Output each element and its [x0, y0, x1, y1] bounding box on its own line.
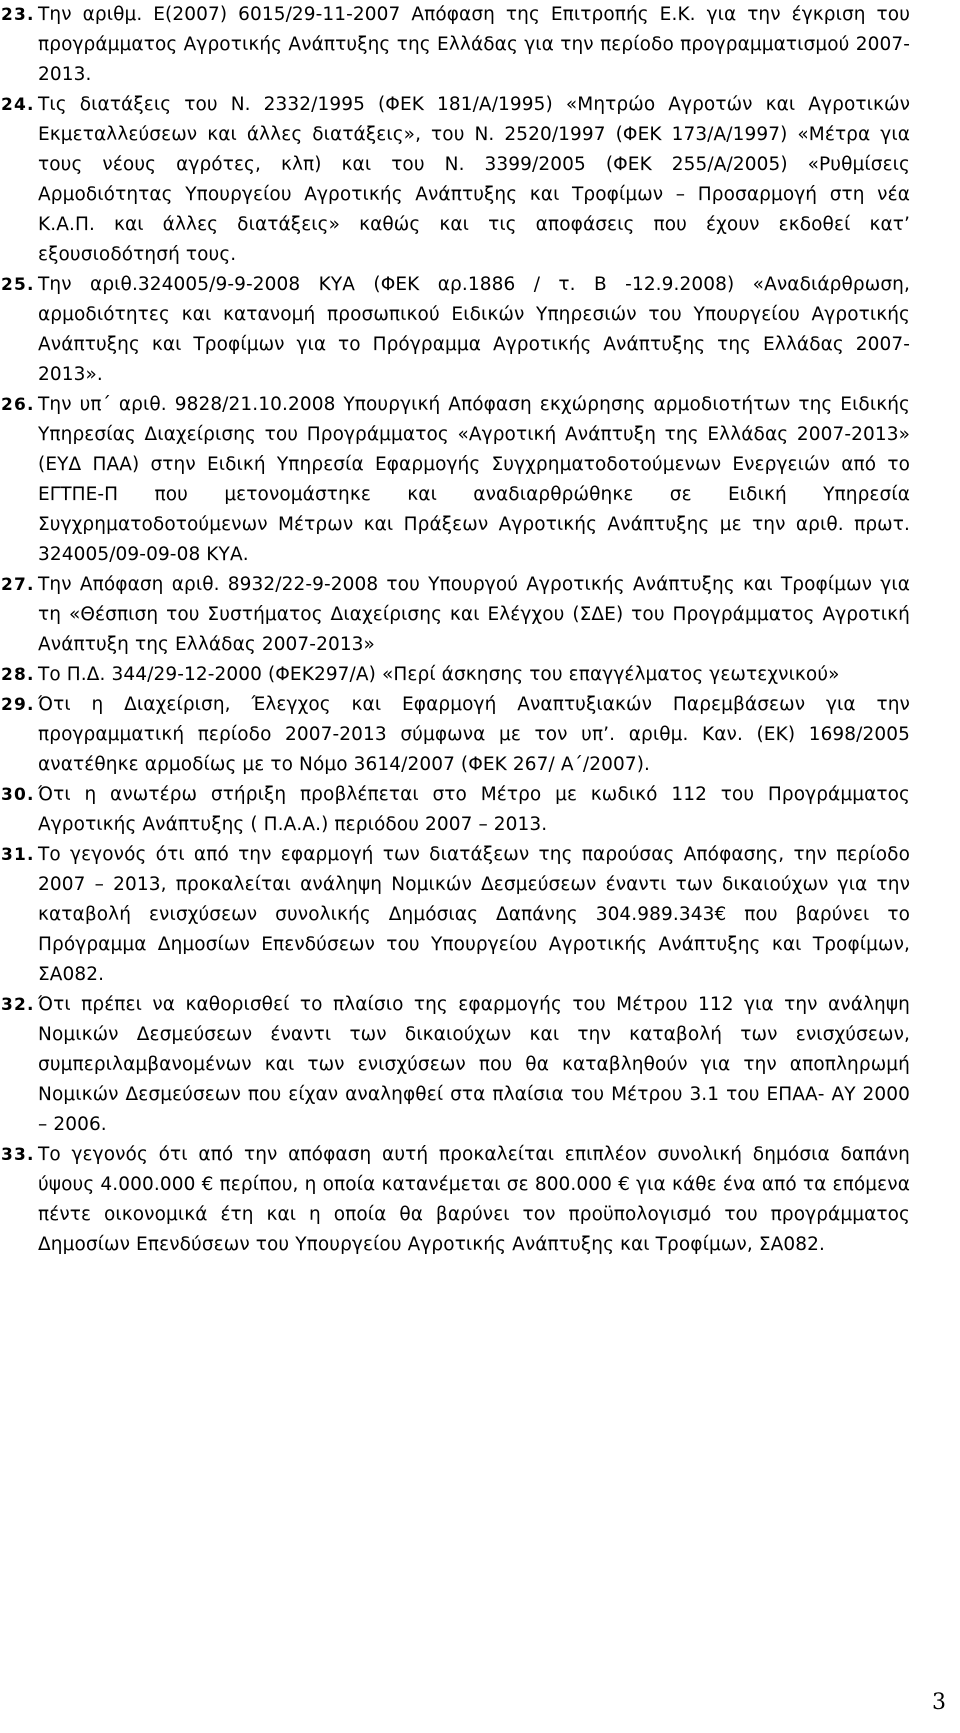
list-item-32: [0, 990, 910, 1140]
item-number: 29.: [1, 695, 35, 715]
item-number: 28.: [1, 665, 35, 685]
item-number: 32.: [1, 995, 35, 1015]
item-text: Ότι πρέπει να καθορισθεί το πλαίσιο της εφαρμογής του Μέτρου 112 για την ανάληψη Νομικών Δεσμεύσεων έναντι των δικαιούχων και την καταβολή των ενισχύσεων, συμπεριλαμβανομένων και των ενισχύσεων που θα καταβληθούν για την αποπληρωμή Νομικών Δεσμεύσεων που είχαν αναληφθεί στα πλαίσια του Μέτρου 3.1 του ΕΠΑΑ- ΑΥ 2000 – 2006.: [38, 994, 910, 1135]
item-number: 25.: [1, 275, 35, 295]
item-text: Το γεγονός ότι από την απόφαση αυτή προκαλείται επιπλέον συνολική δημόσια δαπάνη ύψους 4.000.000 € περίπου, η οποία κατανέμεται σε 800.000 € για κάθε ένα από τα επόμενα πέντε οικονομικά έτη και η οποία θα βαρύνει τον προϋπολογισμό του προγράμματος Δημοσίων Επενδύσεων του Υπουργείου Αγροτικής Ανάπτυξης και Τροφίμων, ΣΑ082.: [38, 1144, 910, 1255]
item-text: Το Π.Δ. 344/29-12-2000 (ΦΕΚ297/Α) «Περί άσκησης του επαγγέλματος γεωτεχνικού»: [38, 664, 840, 685]
list-item-30: [0, 780, 910, 840]
item-text: Την αριθ.324005/9-9-2008 ΚΥΑ (ΦΕΚ αρ.1886 / τ. Β -12.9.2008) «Αναδιάρθρωση, αρμοδιότητες και κατανομή προσωπικού Ειδικών Υπηρεσιών του Υπουργείου Αγροτικής Ανάπτυξης και Τροφίμων για το Πρόγραμμα Αγροτικής Ανάπτυξης της Ελλάδας 2007-2013».: [38, 274, 910, 385]
item-text: Τις διατάξεις του Ν. 2332/1995 (ΦΕΚ 181/Α/1995) «Μητρώο Αγροτών και Αγροτικών Εκμεταλλεύσεων και άλλες διατάξεις», του Ν. 2520/1997 (ΦΕΚ 173/Α/1997) «Μέτρα για τους νέους αγρότες, κλπ) και του Ν. 3399/2005 (ΦΕΚ 255/Α/2005) «Ρυθμίσεις Αρμοδιότητας Υπουργείου Αγροτικής Ανάπτυξης και Τροφίμων – Προσαρμογή στη νέα Κ.Α.Π. και άλλες διατάξεις» καθώς και τις αποφάσεις που έχουν εκδοθεί κατ’ εξουσιοδότησή τους.: [38, 94, 910, 265]
item-text: Το γεγονός ότι από την εφαρμογή των διατάξεων της παρούσας Απόφασης, την περίοδο 2007 – 2013, προκαλείται ανάληψη Νομικών Δεσμεύσεων έναντι των δικαιούχων για την καταβολή ενισχύσεων συνολικής Δημόσιας Δαπάνης 304.989.343€ που βαρύνει το Πρόγραμμα Δημοσίων Επενδύσεων του Υπουργείου Αγροτικής Ανάπτυξης και Τροφίμων, ΣΑ082.: [38, 844, 910, 985]
list-item-26: [0, 390, 910, 570]
item-text: Την υπ΄ αριθ. 9828/21.10.2008 Υπουργική Απόφαση εκχώρησης αρμοδιοτήτων της Ειδικής Υπηρεσίας Διαχείρισης του Προγράμματος «Αγροτική Ανάπτυξη της Ελλάδας 2007-2013» (ΕΥΔ ΠΑΑ) στην Ειδική Υπηρεσία Εφαρμογής Συγχρηματοδοτούμενων Ενεργειών από το ΕΓΤΠΕ-Π που μετονομάστηκε και αναδιαρθρώθηκε σε Ειδική Υπηρεσία Συγχρηματοδοτούμενων Μέτρων και Πράξεων Αγροτικής Ανάπτυξης με την αριθ. πρωτ. 324005/09-09-08 ΚΥΑ.: [38, 394, 910, 565]
item-text: Ότι η ανωτέρω στήριξη προβλέπεται στο Μέτρο με κωδικό 112 του Προγράμματος Αγροτικής Ανάπτυξης ( Π.Α.Α.) περιόδου 2007 – 2013.: [38, 784, 910, 835]
item-number: 27.: [1, 575, 35, 595]
item-number: 31.: [1, 845, 35, 865]
item-number: 24.: [1, 95, 35, 115]
item-number: 23.: [1, 5, 35, 25]
page-number: 3: [932, 1690, 946, 1715]
item-number: 30.: [1, 785, 35, 805]
item-number: 33.: [1, 1145, 35, 1165]
list-item-24: [0, 90, 910, 270]
item-text: Την αριθμ. Ε(2007) 6015/29-11-2007 Απόφαση της Επιτροπής Ε.Κ. για την έγκριση του προγράμματος Αγροτικής Ανάπτυξης της Ελλάδας για την περίοδο προγραμματισμού 2007-2013.: [38, 4, 910, 85]
list-item-33: [0, 1140, 910, 1260]
item-text: Την Απόφαση αριθ. 8932/22-9-2008 του Υπουργού Αγροτικής Ανάπτυξης και Τροφίμων για τη «Θέσπιση του Συστήματος Διαχείρισης και Ελέγχου (ΣΔΕ) του Προγράμματος Αγροτική Ανάπτυξη της Ελλάδας 2007-2013»: [38, 574, 910, 655]
item-text: Ότι η Διαχείριση, Έλεγχος και Εφαρμογή Αναπτυξιακών Παρεμβάσεων για την προγραμματική περίοδο 2007-2013 σύμφωνα με τον υπ’. αριθμ. Καν. (ΕΚ) 1698/2005 ανατέθηκε αρμοδίως με το Νόμο 3614/2007 (ΦΕΚ 267/ Α΄/2007).: [38, 694, 910, 775]
list-item-27: [0, 570, 910, 660]
list-item-28: [0, 660, 910, 690]
list-item-29: [0, 690, 910, 780]
list-item-23: [0, 0, 910, 90]
list-item-31: [0, 840, 910, 990]
list-item-25: [0, 270, 910, 390]
item-number: 26.: [1, 395, 35, 415]
